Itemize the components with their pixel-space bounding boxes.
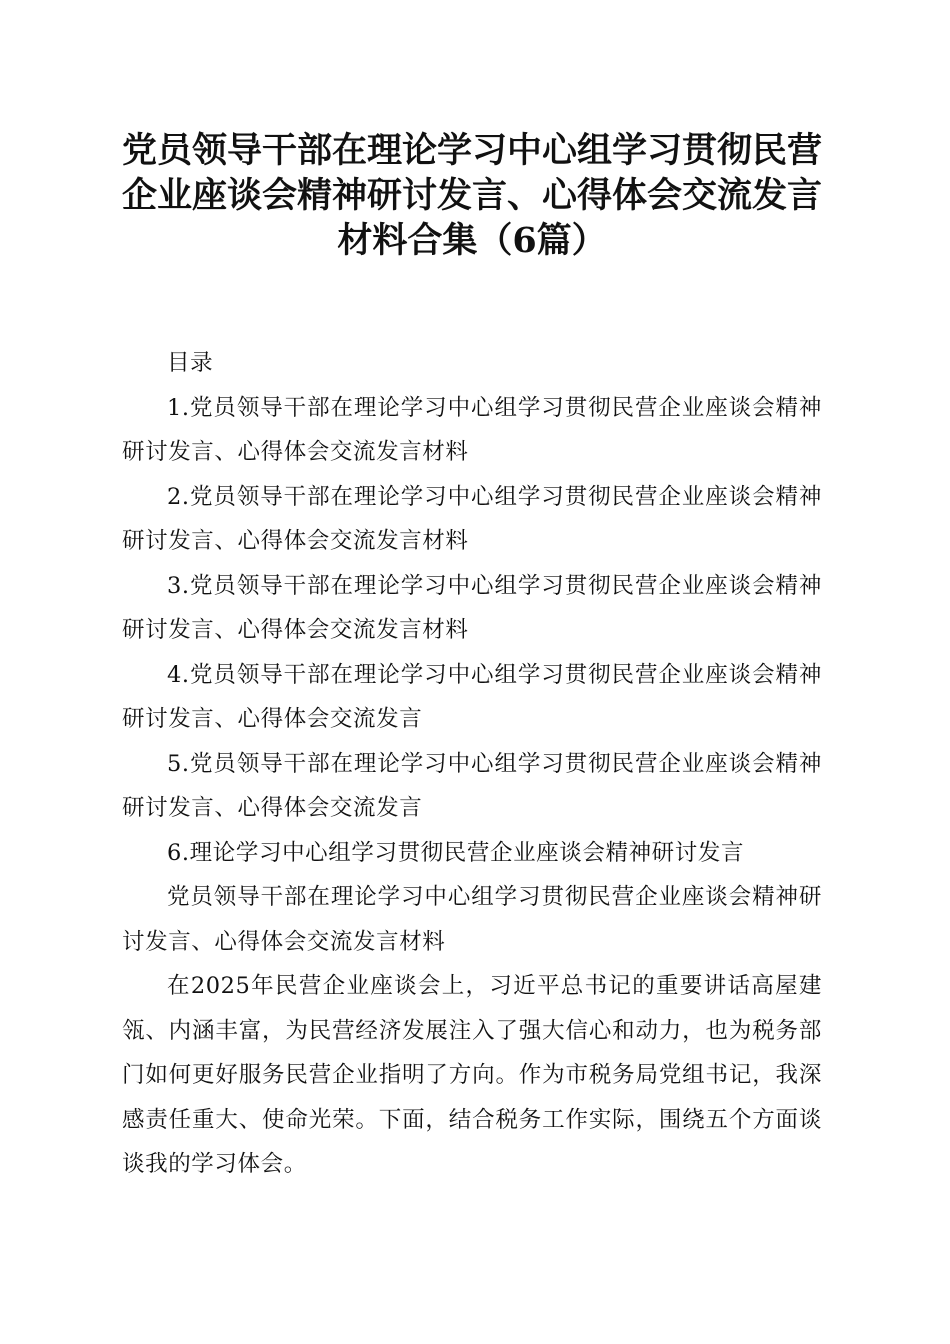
table-of-contents	[122, 386, 822, 876]
title-line-2: 企业座谈会精神研讨发言、心得体会交流发言	[122, 175, 823, 216]
title-line-3: 材料合集（6篇）	[337, 220, 607, 261]
toc-item-2: 2.党员领导干部在理论学习中心组学习贯彻民营企业座谈会精神研讨发言、心得体会交流发言材料	[122, 483, 822, 554]
document-body	[122, 341, 822, 1187]
article-paragraph: 在2025年民营企业座谈会上，习近平总书记的重要讲话高屋建瓴、内涵丰富，为民营经济发展注入了强大信心和动力，也为税务部门如何更好服务民营企业指明了方向。作为市税务局党组书记，我深感责任重大、使命光荣。下面，结合税务工作实际，围绕五个方面谈谈我的学习体会。	[122, 973, 822, 1177]
toc-item-5: 5.党员领导干部在理论学习中心组学习贯彻民营企业座谈会精神研讨发言、心得体会交流发言	[122, 750, 822, 821]
toc-item-6: 6.理论学习中心组学习贯彻民营企业座谈会精神研讨发言	[167, 839, 745, 866]
toc-heading: 目录	[167, 350, 214, 376]
document-title	[122, 128, 822, 263]
document-page	[122, 128, 822, 1187]
article-heading: 党员领导干部在理论学习中心组学习贯彻民营企业座谈会精神研讨发言、心得体会交流发言材料	[122, 884, 822, 955]
toc-item-1: 1.党员领导干部在理论学习中心组学习贯彻民营企业座谈会精神研讨发言、心得体会交流发言材料	[122, 394, 822, 465]
toc-item-4: 4.党员领导干部在理论学习中心组学习贯彻民营企业座谈会精神研讨发言、心得体会交流发言	[122, 661, 822, 732]
title-line-1: 党员领导干部在理论学习中心组学习贯彻民营	[122, 130, 823, 171]
toc-item-3: 3.党员领导干部在理论学习中心组学习贯彻民营企业座谈会精神研讨发言、心得体会交流发言材料	[122, 572, 822, 643]
